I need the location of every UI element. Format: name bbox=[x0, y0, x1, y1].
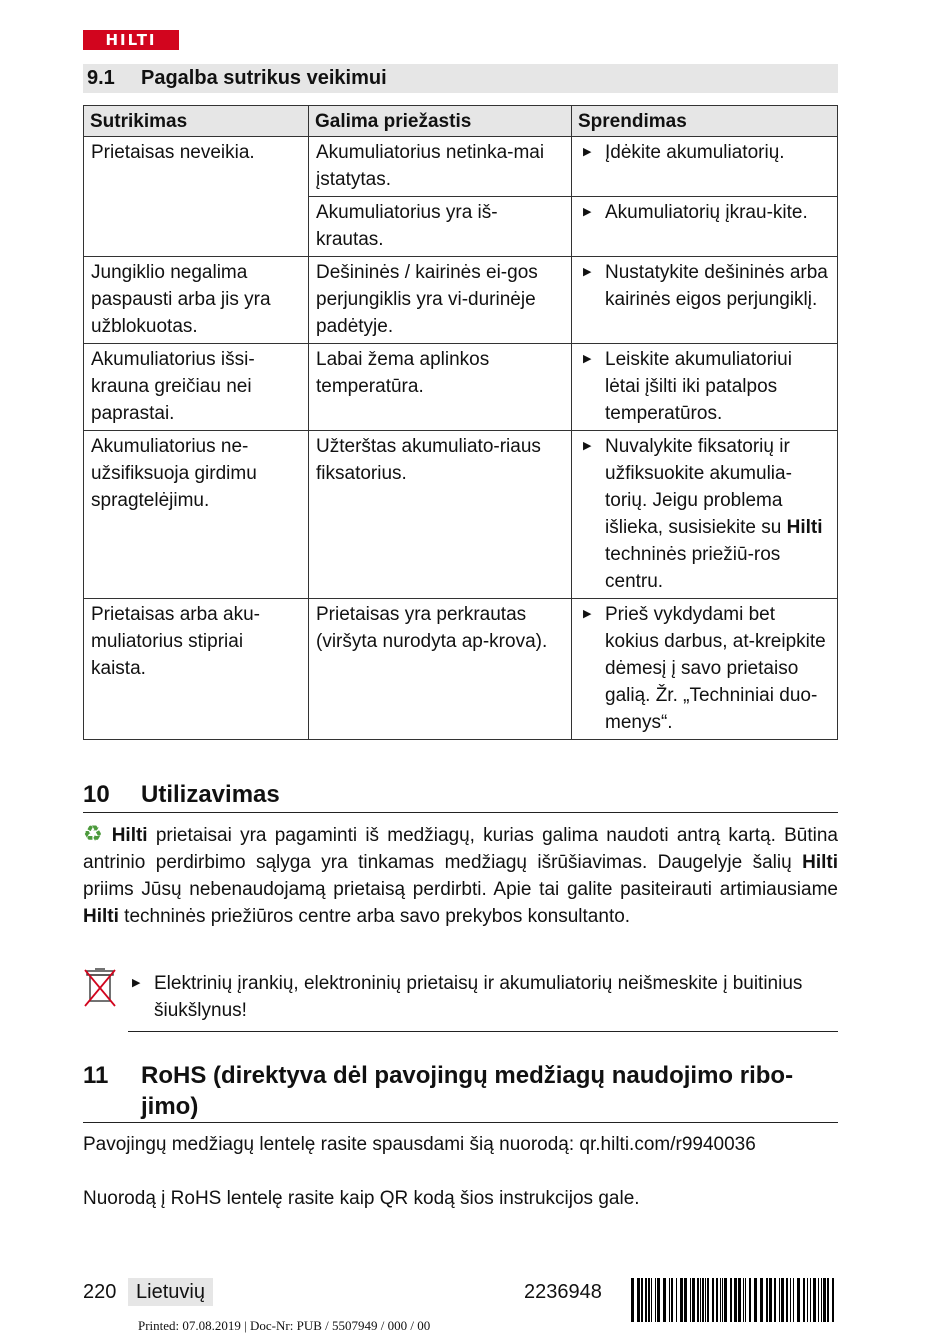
paragraph-text: techninės priežiūros centre arba savo prekybos konsultanto. bbox=[124, 906, 631, 927]
cause-cell: Dešininės / kairinės ei-gos perjungiklis yra vi-durinėje padėtyje. bbox=[309, 257, 572, 344]
cause-cell: Akumuliatorius netinka-mai įstatytas. bbox=[309, 137, 572, 197]
barcode-bar bbox=[671, 1278, 673, 1322]
barcode-bar bbox=[774, 1278, 776, 1322]
barcode-bar bbox=[705, 1278, 706, 1322]
document-number: 2236948 bbox=[524, 1281, 602, 1303]
table-row bbox=[84, 599, 838, 740]
barcode-bar bbox=[807, 1278, 808, 1322]
barcode-bar bbox=[637, 1278, 640, 1322]
barcode-bar bbox=[676, 1278, 677, 1322]
language-label: Lietuvių bbox=[128, 1278, 213, 1306]
barcode-bar bbox=[786, 1278, 788, 1322]
barcode-bar bbox=[730, 1278, 732, 1322]
problem-cell: Akumuliatorius išsi-krauna greičiau nei paprastai. bbox=[84, 344, 309, 431]
problem-cell: Jungiklio negalima paspausti arba jis yra užblokuotas. bbox=[84, 257, 309, 344]
barcode-bar bbox=[651, 1278, 652, 1322]
solution-text: Prieš vykdydami bet kokius darbus, at-kreipkite dėmesį į savo prietaiso galią. Žr. „Techniniai duo-menys“. bbox=[605, 604, 826, 733]
section-11-heading bbox=[83, 1060, 838, 1123]
barcode-bar bbox=[821, 1278, 822, 1322]
barcode-bar bbox=[734, 1278, 737, 1322]
barcode-bar bbox=[827, 1278, 829, 1322]
bullet-triangle-icon: ▶ bbox=[583, 266, 592, 278]
section-number: 9.1 bbox=[87, 67, 115, 89]
barcode-bar bbox=[690, 1278, 691, 1322]
recycle-icon: ♻ bbox=[83, 821, 106, 846]
barcode-bar bbox=[813, 1278, 816, 1322]
barcode-bar bbox=[720, 1278, 721, 1322]
header-problem: Sutrikimas bbox=[84, 106, 309, 137]
section-number: 10 bbox=[83, 781, 110, 808]
solution-text: Nustatykite dešininės arba kairinės eigos perjungiklį. bbox=[605, 262, 828, 310]
rohs-paragraph: Pavojingų medžiagų lentelę rasite spausdami šią nuorodą: qr.hilti.com/r9940036 bbox=[83, 1134, 756, 1155]
solution-cell bbox=[572, 197, 838, 257]
barcode-bar bbox=[738, 1278, 741, 1322]
barcode-bar bbox=[749, 1278, 751, 1322]
solution-text: Nuvalykite fiksatorių ir užfiksuokite akumulia-torių. Jeigu problema išlieka, susisiekite su bbox=[605, 436, 792, 538]
brand-name: Hilti bbox=[111, 825, 148, 846]
warning-text: Elektrinių įrankių, elektroninių prietaisų ir akumuliatorių neišmeskite į buitinius šiukšlynus! bbox=[154, 973, 803, 1021]
barcode-bar bbox=[797, 1278, 800, 1322]
table-header-row bbox=[84, 106, 838, 137]
page-number: 220 bbox=[83, 1281, 117, 1303]
solution-cell bbox=[572, 257, 838, 344]
section-10-heading bbox=[83, 780, 838, 813]
bullet-triangle-icon: ▶ bbox=[583, 146, 592, 158]
bullet-triangle-icon: ▶ bbox=[583, 608, 592, 620]
brand-name: Hilti bbox=[786, 517, 823, 538]
solution-text: Leiskite akumuliatoriui lėtai įšilti iki patalpos temperatūros. bbox=[605, 349, 792, 424]
print-info: Printed: 07.08.2019 | Doc-Nr: PUB / 5507949 / 000 / 00 bbox=[138, 1318, 431, 1333]
barcode-bar bbox=[641, 1278, 643, 1322]
barcode-bar bbox=[697, 1278, 699, 1322]
disposal-paragraph bbox=[83, 820, 838, 930]
paragraph-text: priims Jūsų nebenaudojamą prietaisą perdirbti. Apie tai galite pasiteirauti artimiausiame bbox=[83, 879, 838, 900]
bullet-triangle-icon: ▶ bbox=[583, 353, 592, 365]
barcode-bar bbox=[648, 1278, 650, 1322]
barcode-bar bbox=[781, 1278, 784, 1322]
barcode-bar bbox=[832, 1278, 834, 1322]
barcode-bar bbox=[790, 1278, 791, 1322]
disposal-warning bbox=[128, 970, 838, 1032]
barcode-bar bbox=[669, 1278, 670, 1322]
barcode-bar bbox=[769, 1278, 772, 1322]
table-row bbox=[84, 431, 838, 599]
rohs-qr-paragraph: Nuorodą į RoHS lentelę rasite kaip QR kodą šios instrukcijos gale. bbox=[83, 1188, 640, 1209]
crossed-bin-icon bbox=[83, 966, 117, 1010]
barcode-bar bbox=[818, 1278, 819, 1322]
section-title: RoHS (direktyva dėl pavojingų medžiagų naudojimo ribo-jimo) bbox=[141, 1062, 794, 1120]
bullet-triangle-icon: ▶ bbox=[583, 206, 592, 218]
paragraph-text: prietaisai yra pagaminti iš medžiagų, kurias galima naudoti antrą kartą. Būtina antrinio perdirbimo sąlyga yra tinkamas medžiagų išrūšiavimas. Daugelyje šalių bbox=[83, 825, 839, 873]
barcode-bar bbox=[692, 1278, 695, 1322]
barcode-bar bbox=[722, 1278, 723, 1322]
table-row bbox=[84, 257, 838, 344]
barcode-bar bbox=[810, 1278, 811, 1322]
problem-cell: Akumuliatorius ne-užsifiksuoja girdimu spragtelėjimu. bbox=[84, 431, 309, 599]
problem-cell: Prietaisas arba aku-muliatorius stipriai kaista. bbox=[84, 599, 309, 740]
barcode-bar bbox=[793, 1278, 794, 1322]
header-solution: Sprendimas bbox=[572, 106, 838, 137]
barcode-bar bbox=[754, 1278, 757, 1322]
barcode-bar bbox=[680, 1278, 683, 1322]
solution-cell bbox=[572, 599, 838, 740]
barcode-bar bbox=[823, 1278, 826, 1322]
solution-text: Akumuliatorių įkrau-kite. bbox=[605, 202, 808, 223]
barcode-bar bbox=[631, 1278, 634, 1322]
cause-cell: Labai žema aplinkos temperatūra. bbox=[309, 344, 572, 431]
solution-text: techninės priežiū-ros centru. bbox=[605, 544, 781, 592]
barcode-bar bbox=[760, 1278, 763, 1322]
barcode-bar bbox=[745, 1278, 746, 1322]
barcode-bar bbox=[657, 1278, 660, 1322]
solution-cell bbox=[572, 137, 838, 197]
table-row bbox=[84, 137, 838, 197]
cause-cell: Užterštas akumuliato-riaus fiksatorius. bbox=[309, 431, 572, 599]
section-number: 11 bbox=[83, 1062, 109, 1089]
solution-text: Įdėkite akumuliatorių. bbox=[605, 142, 785, 163]
problem-cell: Prietaisas neveikia. bbox=[84, 137, 309, 257]
barcode-bar bbox=[716, 1278, 718, 1322]
brand-name: Hilti bbox=[802, 852, 838, 873]
bullet-triangle-icon: ▶ bbox=[132, 977, 141, 989]
solution-cell bbox=[572, 431, 838, 599]
table-row bbox=[84, 344, 838, 431]
section-title: Utilizavimas bbox=[141, 781, 280, 808]
barcode-bar bbox=[743, 1278, 744, 1322]
barcode-bar bbox=[766, 1278, 768, 1322]
troubleshooting-table bbox=[83, 105, 838, 740]
barcode-bar bbox=[702, 1278, 704, 1322]
barcode-bar bbox=[779, 1278, 780, 1322]
hilti-logo: HILTI bbox=[83, 30, 179, 50]
barcode-bar bbox=[712, 1278, 714, 1322]
cause-cell: Akumuliatorius yra iš-krautas. bbox=[309, 197, 572, 257]
brand-name: Hilti bbox=[83, 906, 119, 927]
solution-cell bbox=[572, 344, 838, 431]
section-9-1-header bbox=[83, 64, 838, 93]
barcode-bar bbox=[684, 1278, 687, 1322]
barcode bbox=[630, 1278, 838, 1322]
barcode-bar bbox=[724, 1278, 727, 1322]
bullet-triangle-icon: ▶ bbox=[583, 440, 592, 452]
cause-cell: Prietaisas yra perkrautas (viršyta nurodyta ap-krova). bbox=[309, 599, 572, 740]
barcode-bar bbox=[655, 1278, 656, 1322]
barcode-bar bbox=[645, 1278, 647, 1322]
barcode-bar bbox=[803, 1278, 805, 1322]
section-title: Pagalba sutrikus veikimui bbox=[141, 67, 387, 89]
barcode-bar bbox=[663, 1278, 666, 1322]
barcode-bar bbox=[707, 1278, 709, 1322]
header-cause: Galima priežastis bbox=[309, 106, 572, 137]
barcode-bar bbox=[700, 1278, 701, 1322]
